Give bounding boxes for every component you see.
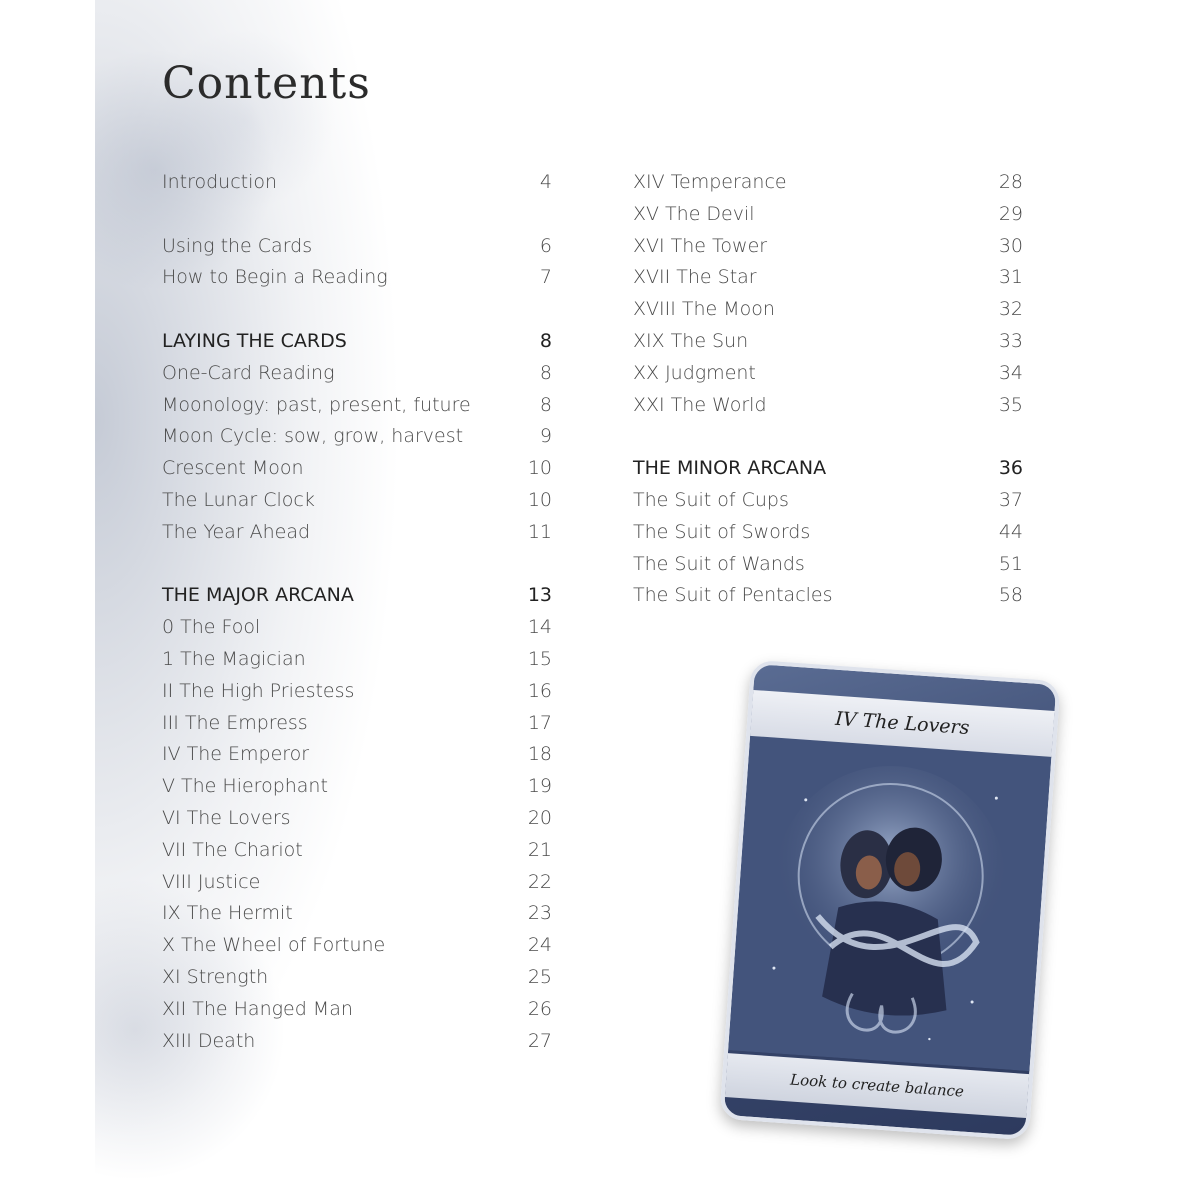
toc-entry-label: How to Begin a Reading xyxy=(162,266,388,289)
toc-page-number: 14 xyxy=(527,616,552,639)
toc-page-number: 33 xyxy=(998,329,1023,352)
toc-page-number: 44 xyxy=(998,520,1023,543)
toc-entry-label: IV The Emperor xyxy=(162,743,310,766)
toc-entry xyxy=(162,930,552,962)
toc-entry xyxy=(633,549,1023,581)
toc-entry xyxy=(162,962,552,994)
toc-entry xyxy=(162,453,552,485)
card-face xyxy=(719,660,1060,1141)
toc-page-number: 26 xyxy=(527,997,552,1020)
toc-entry-label: V The Hierophant xyxy=(162,775,328,798)
toc-entry-label: The Suit of Wands xyxy=(633,552,805,575)
toc-page-number: 17 xyxy=(527,711,552,734)
toc-entry xyxy=(162,517,552,549)
toc-right-column xyxy=(633,167,1023,612)
toc-entry-label: THE MINOR ARCANA xyxy=(633,457,827,480)
toc-entry xyxy=(162,390,552,422)
toc-page-number: 58 xyxy=(998,584,1023,607)
toc-section-heading xyxy=(162,326,552,358)
toc-page-number: 35 xyxy=(998,393,1023,416)
toc-page-number: 34 xyxy=(998,361,1023,384)
toc-left-column xyxy=(162,167,552,1057)
toc-entry-label: LAYING THE CARDS xyxy=(162,329,347,352)
toc-entry-label: 0 The Fool xyxy=(162,616,261,639)
toc-entry xyxy=(633,199,1023,231)
toc-entry xyxy=(633,326,1023,358)
toc-page-number: 7 xyxy=(539,266,552,289)
toc-page-number: 21 xyxy=(527,838,552,861)
toc-entry-label: VI The Lovers xyxy=(162,806,291,829)
toc-page-number: 30 xyxy=(998,234,1023,257)
toc-entry-label: 1 The Magician xyxy=(162,647,306,670)
toc-page-number: 6 xyxy=(539,234,552,257)
toc-entry-label: Introduction xyxy=(162,171,278,193)
toc-page-number: 16 xyxy=(527,679,552,702)
toc-entry xyxy=(162,167,552,199)
toc-entry-label: One-Card Reading xyxy=(162,361,335,384)
toc-entry xyxy=(162,835,552,867)
toc-entry-label: XV The Devil xyxy=(633,202,755,225)
toc-entry-label: Crescent Moon xyxy=(162,457,304,480)
toc-entry-label: THE MAJOR ARCANA xyxy=(162,584,354,607)
toc-entry-label: XVI The Tower xyxy=(633,234,768,257)
toc-page-number: 23 xyxy=(527,902,552,925)
toc-page-number: 27 xyxy=(527,1029,552,1052)
toc-entry xyxy=(633,390,1023,422)
toc-page-number: 25 xyxy=(527,965,552,988)
toc-entry xyxy=(633,358,1023,390)
page-title: Contents xyxy=(162,58,371,109)
toc-page-number: 15 xyxy=(527,647,552,670)
toc-entry xyxy=(162,231,552,263)
toc-entry-label: VIII Justice xyxy=(162,870,261,893)
toc-page-number: 4 xyxy=(539,171,552,193)
toc-page-number: 13 xyxy=(527,584,552,607)
toc-entry xyxy=(633,485,1023,517)
toc-page-number: 51 xyxy=(998,552,1023,575)
toc-entry xyxy=(162,1026,552,1058)
tarot-card xyxy=(719,660,1060,1141)
toc-page-number: 29 xyxy=(998,202,1023,225)
toc-page-number: 18 xyxy=(527,743,552,766)
toc-entry xyxy=(162,739,552,771)
toc-entry xyxy=(162,421,552,453)
toc-entry xyxy=(162,485,552,517)
toc-entry xyxy=(162,771,552,803)
toc-entry xyxy=(162,612,552,644)
toc-entry-label: The Suit of Swords xyxy=(633,520,811,543)
toc-page-number: 8 xyxy=(539,329,552,352)
toc-entry-label: XIII Death xyxy=(162,1029,256,1052)
toc-entry-label: VII The Chariot xyxy=(162,838,303,861)
card-illustration xyxy=(728,736,1051,1071)
toc-page-number: 8 xyxy=(539,393,552,416)
toc-entry-label: III The Empress xyxy=(162,711,308,734)
toc-page-number: 32 xyxy=(998,298,1023,321)
toc-page-number: 24 xyxy=(527,934,552,957)
toc-page-number: 28 xyxy=(998,171,1023,193)
toc-entry-label: XVII The Star xyxy=(633,266,757,289)
toc-page-number: 22 xyxy=(527,870,552,893)
toc-page-number: 11 xyxy=(527,520,552,543)
toc-entry xyxy=(633,294,1023,326)
toc-entry-label: II The High Priestess xyxy=(162,679,355,702)
toc-entry xyxy=(162,803,552,835)
toc-entry-label: X The Wheel of Fortune xyxy=(162,934,386,957)
toc-entry-label: XXI The World xyxy=(633,393,767,416)
toc-entry xyxy=(633,231,1023,263)
toc-page-number: 31 xyxy=(998,266,1023,289)
toc-entry xyxy=(162,644,552,676)
toc-entry xyxy=(633,517,1023,549)
toc-page-number: 10 xyxy=(527,488,552,511)
toc-page-number: 36 xyxy=(998,457,1023,480)
toc-entry xyxy=(162,994,552,1026)
toc-entry-label: The Lunar Clock xyxy=(162,488,315,511)
toc-entry-label: Moon Cycle: sow, grow, harvest xyxy=(162,425,464,448)
card-title: IV The Lovers xyxy=(750,690,1054,757)
toc-entry xyxy=(633,167,1023,199)
toc-entry-label: Using the Cards xyxy=(162,234,313,257)
toc-page-number: 20 xyxy=(527,806,552,829)
toc-page-number: 10 xyxy=(527,457,552,480)
toc-entry xyxy=(633,262,1023,294)
toc-entry-label: The Suit of Cups xyxy=(633,488,789,511)
toc-entry xyxy=(162,867,552,899)
toc-entry-label: The Year Ahead xyxy=(162,520,311,543)
toc-entry xyxy=(162,358,552,390)
toc-page-number: 37 xyxy=(998,488,1023,511)
toc-entry-label: XII The Hanged Man xyxy=(162,997,353,1020)
toc-entry-label: Moonology: past, present, future xyxy=(162,393,471,416)
toc-entry-label: XX Judgment xyxy=(633,361,756,384)
toc-entry xyxy=(162,708,552,740)
toc-entry-label: XIX The Sun xyxy=(633,329,749,352)
toc-entry-label: The Suit of Pentacles xyxy=(633,584,833,607)
toc-section-heading xyxy=(633,453,1023,485)
toc-entry-label: XIV Temperance xyxy=(633,171,787,193)
toc-page-number: 8 xyxy=(539,361,552,384)
toc-entry-label: IX The Hermit xyxy=(162,902,293,925)
toc-entry xyxy=(162,262,552,294)
toc-entry xyxy=(633,580,1023,612)
toc-section-heading xyxy=(162,580,552,612)
toc-entry-label: XI Strength xyxy=(162,965,269,988)
toc-entry xyxy=(162,676,552,708)
toc-page-number: 19 xyxy=(527,775,552,798)
toc-entry-label: XVIII The Moon xyxy=(633,298,775,321)
card-caption: Look to create balance xyxy=(725,1053,1029,1118)
toc-entry xyxy=(162,898,552,930)
toc-page-number: 9 xyxy=(539,425,552,448)
